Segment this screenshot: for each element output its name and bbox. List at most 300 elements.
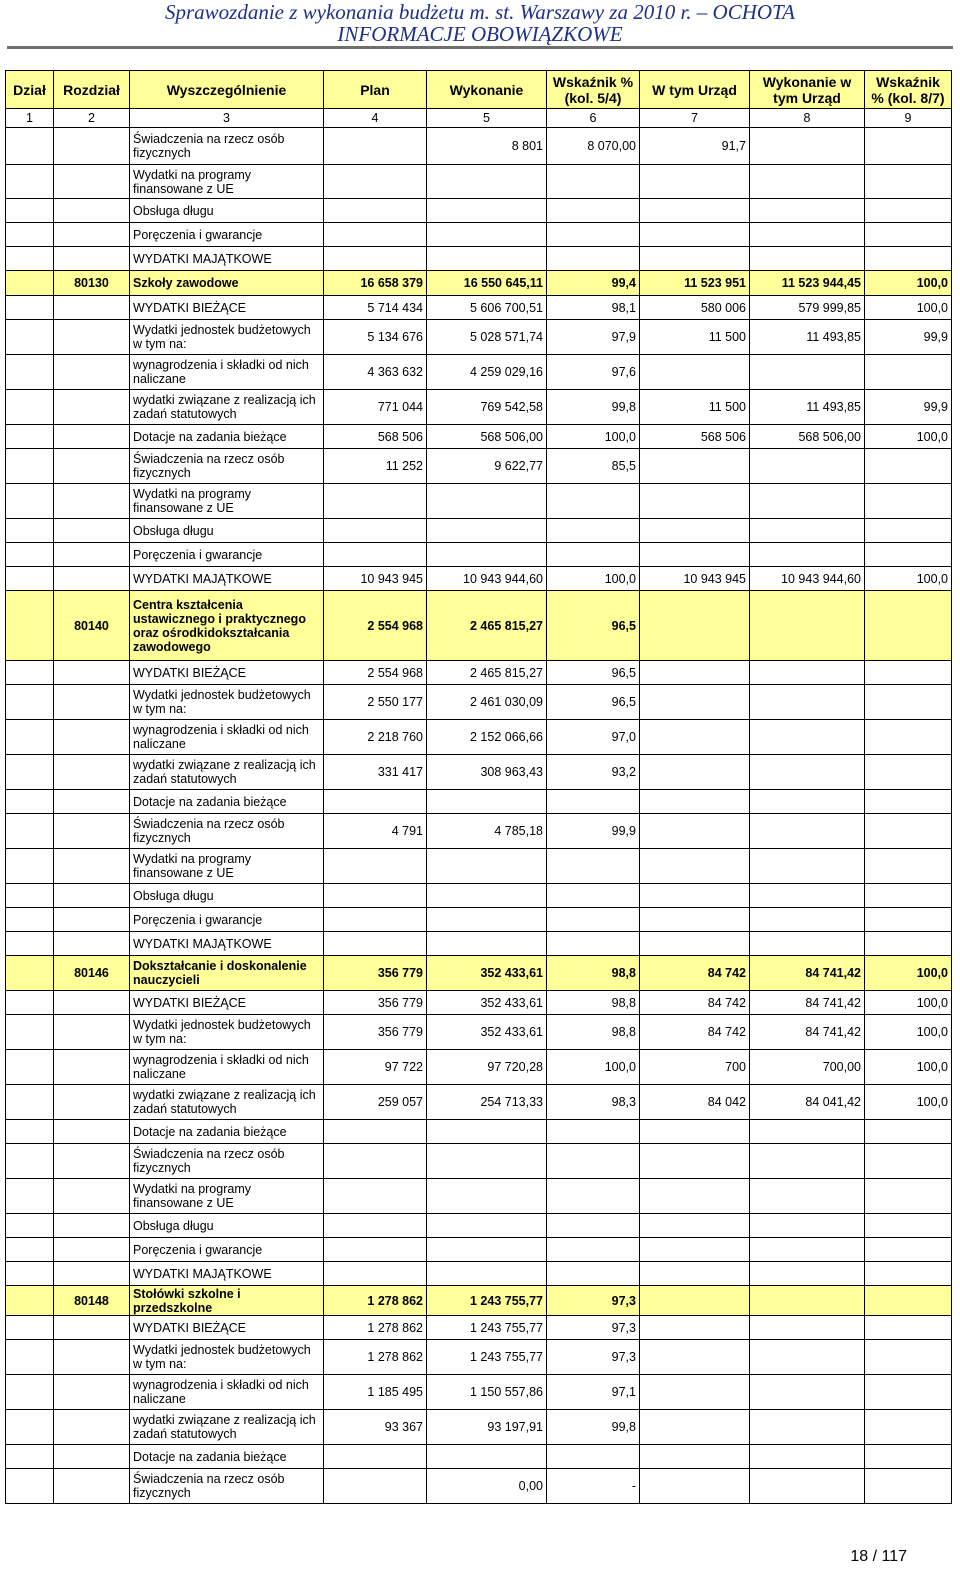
cell-plan: 16 658 379 [324, 271, 427, 296]
cell-w-tym-urzad [640, 720, 750, 755]
cell-wykonanie [427, 849, 547, 884]
cell-wskaznik: 97,3 [547, 1340, 640, 1375]
cell-plan: 331 417 [324, 755, 427, 790]
cell-rozdzial [54, 720, 130, 755]
cell-wskaznik-urzad: 100,0 [865, 1050, 952, 1085]
cell-wskaznik [547, 247, 640, 271]
cell-rozdzial [54, 543, 130, 567]
cell-wykonanie: 2 465 815,27 [427, 661, 547, 685]
cell-dzial [6, 165, 54, 199]
cell-wykonanie-urzad: 11 493,85 [750, 390, 865, 425]
cell-wskaznik: 99,8 [547, 1410, 640, 1445]
table-row [6, 755, 952, 790]
cell-wskaznik [547, 165, 640, 199]
cell-name: Dotacje na zadania bieżące [130, 790, 324, 814]
cell-dzial [6, 991, 54, 1015]
cell-name: Obsługa długu [130, 199, 324, 223]
table-row [6, 814, 952, 849]
cell-wskaznik: 99,4 [547, 271, 640, 296]
cell-plan [324, 165, 427, 199]
cell-name: wydatki związane z realizacją ich zadań statutowych [130, 1085, 324, 1120]
cell-wykonanie-urzad: 84 741,42 [750, 956, 865, 991]
cell-rozdzial [54, 519, 130, 543]
cell-wykonanie: 352 433,61 [427, 1015, 547, 1050]
page-header [0, 0, 960, 45]
cell-dzial [6, 296, 54, 320]
cell-wykonanie: 352 433,61 [427, 956, 547, 991]
cell-name: wynagrodzenia i składki od nich naliczane [130, 355, 324, 390]
cell-plan [324, 519, 427, 543]
cell-plan [324, 908, 427, 932]
cell-rozdzial [54, 991, 130, 1015]
table-row [6, 1238, 952, 1262]
cell-plan [324, 1262, 427, 1286]
cell-wykonanie-urzad [750, 1445, 865, 1469]
cell-wskaznik [547, 543, 640, 567]
cell-rozdzial: 80148 [54, 1286, 130, 1316]
cell-plan [324, 1144, 427, 1179]
cell-wskaznik [547, 1262, 640, 1286]
cell-dzial [6, 1445, 54, 1469]
cell-rozdzial [54, 1120, 130, 1144]
cell-wykonanie: 0,00 [427, 1469, 547, 1504]
cell-wskaznik-urzad [865, 165, 952, 199]
cell-name: WYDATKI MAJĄTKOWE [130, 932, 324, 956]
cell-plan [324, 849, 427, 884]
cell-plan: 10 943 945 [324, 567, 427, 591]
table-row [6, 661, 952, 685]
cell-wykonanie-urzad [750, 755, 865, 790]
cell-plan: 2 218 760 [324, 720, 427, 755]
cell-dzial [6, 790, 54, 814]
cell-wskaznik-urzad [865, 814, 952, 849]
cell-name: WYDATKI MAJĄTKOWE [130, 1262, 324, 1286]
table-row [6, 390, 952, 425]
cell-dzial [6, 685, 54, 720]
cell-dzial [6, 247, 54, 271]
cell-wskaznik-urzad [865, 1316, 952, 1340]
table-row [6, 1316, 952, 1340]
table-row [6, 543, 952, 567]
cell-wykonanie [427, 199, 547, 223]
cell-wykonanie-urzad [750, 932, 865, 956]
cell-wskaznik: 99,9 [547, 814, 640, 849]
cell-wskaznik-urzad [865, 720, 952, 755]
cell-wykonanie-urzad [750, 247, 865, 271]
cell-name: wydatki związane z realizacją ich zadań statutowych [130, 390, 324, 425]
cell-dzial [6, 1469, 54, 1504]
cell-wykonanie: 9 622,77 [427, 449, 547, 484]
cell-name: Wydatki jednostek budżetowych w tym na: [130, 1015, 324, 1050]
cell-wskaznik: 93,2 [547, 755, 640, 790]
cell-rozdzial [54, 1262, 130, 1286]
cell-w-tym-urzad [640, 165, 750, 199]
col-header-wskaznik-2: Wskaźnik % (kol. 8/7) [865, 71, 952, 109]
cell-wykonanie: 4 259 029,16 [427, 355, 547, 390]
cell-plan [324, 543, 427, 567]
cell-w-tym-urzad [640, 661, 750, 685]
cell-wskaznik: - [547, 1469, 640, 1504]
cell-wskaznik: 97,3 [547, 1316, 640, 1340]
cell-wskaznik-urzad [865, 1262, 952, 1286]
cell-rozdzial [54, 884, 130, 908]
cell-wskaznik-urzad [865, 247, 952, 271]
cell-wykonanie: 2 152 066,66 [427, 720, 547, 755]
cell-wskaznik [547, 884, 640, 908]
cell-wykonanie [427, 247, 547, 271]
cell-plan [324, 1238, 427, 1262]
cell-wskaznik-urzad [865, 484, 952, 519]
cell-wykonanie-urzad [750, 1179, 865, 1214]
cell-w-tym-urzad [640, 849, 750, 884]
cell-wskaznik: 96,5 [547, 685, 640, 720]
cell-wskaznik-urzad [865, 1179, 952, 1214]
cell-dzial [6, 720, 54, 755]
cell-wykonanie [427, 884, 547, 908]
cell-rozdzial [54, 685, 130, 720]
cell-rozdzial [54, 390, 130, 425]
table-row [6, 1340, 952, 1375]
cell-name: Wydatki jednostek budżetowych w tym na: [130, 685, 324, 720]
cell-plan: 4 791 [324, 814, 427, 849]
cell-wykonanie-urzad [750, 720, 865, 755]
cell-wskaznik-urzad [865, 755, 952, 790]
cell-wykonanie [427, 932, 547, 956]
cell-wskaznik: 100,0 [547, 1050, 640, 1085]
cell-wskaznik: 97,3 [547, 1286, 640, 1316]
cell-wykonanie [427, 1445, 547, 1469]
cell-wskaznik-urzad [865, 199, 952, 223]
cell-plan: 1 185 495 [324, 1375, 427, 1410]
cell-wykonanie [427, 484, 547, 519]
cell-wskaznik-urzad [865, 1238, 952, 1262]
report-subtitle: INFORMACJE OBOWIĄZKOWE [337, 22, 623, 46]
cell-dzial [6, 1410, 54, 1445]
cell-name: WYDATKI BIEŻĄCE [130, 1316, 324, 1340]
cell-wykonanie-urzad: 568 506,00 [750, 425, 865, 449]
cell-dzial [6, 814, 54, 849]
cell-wykonanie: 308 963,43 [427, 755, 547, 790]
cell-plan [324, 223, 427, 247]
cell-wskaznik [547, 1144, 640, 1179]
cell-rozdzial: 80140 [54, 591, 130, 661]
cell-rozdzial [54, 449, 130, 484]
cell-name: Poręczenia i gwarancje [130, 543, 324, 567]
cell-w-tym-urzad [640, 1262, 750, 1286]
cell-wykonanie-urzad [750, 165, 865, 199]
cell-rozdzial [54, 1214, 130, 1238]
cell-wskaznik-urzad: 100,0 [865, 1015, 952, 1050]
col-header-wykonanie-urzad: Wykonanie w tym Urząd [750, 71, 865, 109]
cell-rozdzial [54, 247, 130, 271]
table-row [6, 567, 952, 591]
cell-w-tym-urzad [640, 355, 750, 390]
cell-wykonanie: 254 713,33 [427, 1085, 547, 1120]
cell-wskaznik: 98,8 [547, 956, 640, 991]
table-row [6, 425, 952, 449]
cell-dzial [6, 355, 54, 390]
cell-wskaznik [547, 1179, 640, 1214]
cell-wskaznik-urzad [865, 1375, 952, 1410]
cell-w-tym-urzad [640, 790, 750, 814]
cell-wskaznik: 100,0 [547, 425, 640, 449]
cell-w-tym-urzad [640, 484, 750, 519]
cell-rozdzial [54, 1410, 130, 1445]
cell-wykonanie-urzad: 84 741,42 [750, 991, 865, 1015]
colnum-5: 5 [427, 109, 547, 128]
cell-w-tym-urzad [640, 1286, 750, 1316]
section-row [6, 956, 952, 991]
cell-rozdzial [54, 199, 130, 223]
cell-rozdzial [54, 484, 130, 519]
cell-wskaznik [547, 1214, 640, 1238]
cell-wykonanie [427, 165, 547, 199]
cell-name: WYDATKI BIEŻĄCE [130, 991, 324, 1015]
cell-wskaznik [547, 199, 640, 223]
cell-wykonanie-urzad [750, 1214, 865, 1238]
cell-wskaznik-urzad [865, 1410, 952, 1445]
cell-plan: 97 722 [324, 1050, 427, 1085]
cell-wykonanie [427, 790, 547, 814]
cell-rozdzial [54, 661, 130, 685]
cell-wykonanie: 5 028 571,74 [427, 320, 547, 355]
cell-dzial [6, 849, 54, 884]
cell-wskaznik [547, 1238, 640, 1262]
cell-plan: 356 779 [324, 1015, 427, 1050]
cell-wskaznik-urzad [865, 1120, 952, 1144]
cell-rozdzial: 80146 [54, 956, 130, 991]
cell-wskaznik-urzad [865, 1144, 952, 1179]
cell-w-tym-urzad [640, 884, 750, 908]
cell-wykonanie-urzad [750, 543, 865, 567]
cell-name: Poręczenia i gwarancje [130, 223, 324, 247]
table-row [6, 1375, 952, 1410]
cell-name: Dotacje na zadania bieżące [130, 1120, 324, 1144]
cell-name: Poręczenia i gwarancje [130, 1238, 324, 1262]
cell-wykonanie-urzad [750, 1340, 865, 1375]
cell-wykonanie: 93 197,91 [427, 1410, 547, 1445]
cell-name: wydatki związane z realizacją ich zadań statutowych [130, 1410, 324, 1445]
cell-w-tym-urzad [640, 1340, 750, 1375]
cell-dzial [6, 484, 54, 519]
table-row [6, 128, 952, 165]
cell-wskaznik-urzad [865, 1214, 952, 1238]
col-header-dzial: Dział [6, 71, 54, 109]
cell-dzial [6, 390, 54, 425]
cell-dzial [6, 128, 54, 165]
cell-wskaznik-urzad: 100,0 [865, 991, 952, 1015]
cell-wykonanie-urzad: 84 741,42 [750, 1015, 865, 1050]
cell-wskaznik [547, 1445, 640, 1469]
cell-wykonanie: 2 461 030,09 [427, 685, 547, 720]
cell-w-tym-urzad: 91,7 [640, 128, 750, 165]
cell-wskaznik-urzad [865, 591, 952, 661]
cell-plan [324, 128, 427, 165]
cell-name: Centra kształcenia ustawicznego i praktycznego oraz ośrodkidokształcania zawodowego [130, 591, 324, 661]
cell-plan: 1 278 862 [324, 1286, 427, 1316]
table-row [6, 720, 952, 755]
cell-dzial [6, 908, 54, 932]
cell-name: Obsługa długu [130, 884, 324, 908]
table-row [6, 1179, 952, 1214]
cell-wskaznik-urzad: 99,9 [865, 320, 952, 355]
cell-name: WYDATKI BIEŻĄCE [130, 296, 324, 320]
cell-name: WYDATKI BIEŻĄCE [130, 661, 324, 685]
colnum-6: 6 [547, 109, 640, 128]
cell-wskaznik-urzad: 100,0 [865, 296, 952, 320]
cell-w-tym-urzad: 700 [640, 1050, 750, 1085]
cell-wskaznik [547, 223, 640, 247]
cell-wskaznik: 98,3 [547, 1085, 640, 1120]
cell-wskaznik: 8 070,00 [547, 128, 640, 165]
cell-wykonanie: 1 243 755,77 [427, 1340, 547, 1375]
cell-dzial [6, 320, 54, 355]
cell-wskaznik [547, 484, 640, 519]
cell-wykonanie: 8 801 [427, 128, 547, 165]
cell-w-tym-urzad [640, 1316, 750, 1340]
cell-wskaznik-urzad [865, 223, 952, 247]
cell-name: Wydatki na programy finansowane z UE [130, 484, 324, 519]
cell-rozdzial [54, 1316, 130, 1340]
cell-dzial [6, 1015, 54, 1050]
cell-dzial [6, 271, 54, 296]
cell-name: Dokształcanie i doskonalenie nauczycieli [130, 956, 324, 991]
table-row [6, 199, 952, 223]
cell-wykonanie: 769 542,58 [427, 390, 547, 425]
cell-wskaznik: 97,0 [547, 720, 640, 755]
cell-wykonanie: 4 785,18 [427, 814, 547, 849]
table-row [6, 1050, 952, 1085]
cell-rozdzial [54, 1015, 130, 1050]
cell-wykonanie-urzad: 10 943 944,60 [750, 567, 865, 591]
cell-rozdzial [54, 908, 130, 932]
cell-plan: 356 779 [324, 956, 427, 991]
cell-plan: 356 779 [324, 991, 427, 1015]
table-row [6, 884, 952, 908]
cell-plan [324, 1179, 427, 1214]
cell-w-tym-urzad [640, 685, 750, 720]
cell-rozdzial [54, 1340, 130, 1375]
cell-name: Świadczenia na rzecz osób fizycznych [130, 814, 324, 849]
cell-wykonanie-urzad [750, 591, 865, 661]
cell-rozdzial: 80130 [54, 271, 130, 296]
cell-dzial [6, 1238, 54, 1262]
cell-plan [324, 884, 427, 908]
col-header-rozdzial: Rozdział [54, 71, 130, 109]
cell-wskaznik-urzad: 100,0 [865, 425, 952, 449]
colnum-2: 2 [54, 109, 130, 128]
cell-plan: 11 252 [324, 449, 427, 484]
cell-dzial [6, 1214, 54, 1238]
cell-name: Wydatki jednostek budżetowych w tym na: [130, 320, 324, 355]
cell-wskaznik [547, 908, 640, 932]
cell-wskaznik-urzad: 100,0 [865, 567, 952, 591]
cell-wykonanie-urzad [750, 908, 865, 932]
table-row [6, 1262, 952, 1286]
cell-name: Wydatki na programy finansowane z UE [130, 849, 324, 884]
cell-wykonanie: 1 243 755,77 [427, 1316, 547, 1340]
cell-rozdzial [54, 567, 130, 591]
cell-wykonanie-urzad [750, 1238, 865, 1262]
cell-name: Wydatki jednostek budżetowych w tym na: [130, 1340, 324, 1375]
cell-wykonanie-urzad [750, 1144, 865, 1179]
cell-plan: 2 554 968 [324, 591, 427, 661]
cell-wskaznik: 96,5 [547, 591, 640, 661]
cell-rozdzial [54, 1238, 130, 1262]
cell-wskaznik: 97,9 [547, 320, 640, 355]
table-row [6, 1120, 952, 1144]
report-title: Sprawozdanie z wykonania budżetu m. st. Warszawy za 2010 r. – OCHOTA [164, 0, 796, 24]
cell-plan: 771 044 [324, 390, 427, 425]
cell-w-tym-urzad: 11 523 951 [640, 271, 750, 296]
cell-plan: 568 506 [324, 425, 427, 449]
table-row [6, 1144, 952, 1179]
cell-w-tym-urzad [640, 543, 750, 567]
cell-name: Dotacje na zadania bieżące [130, 425, 324, 449]
table-row [6, 223, 952, 247]
cell-w-tym-urzad: 580 006 [640, 296, 750, 320]
cell-wskaznik-urzad: 100,0 [865, 271, 952, 296]
cell-wykonanie: 97 720,28 [427, 1050, 547, 1085]
table-row [6, 1214, 952, 1238]
colnum-4: 4 [324, 109, 427, 128]
cell-dzial [6, 223, 54, 247]
cell-dzial [6, 199, 54, 223]
cell-wskaznik: 98,8 [547, 1015, 640, 1050]
cell-wskaznik: 85,5 [547, 449, 640, 484]
cell-w-tym-urzad: 84 742 [640, 991, 750, 1015]
cell-wykonanie-urzad [750, 355, 865, 390]
cell-wskaznik-urzad [865, 661, 952, 685]
cell-w-tym-urzad [640, 449, 750, 484]
colnum-7: 7 [640, 109, 750, 128]
cell-dzial [6, 1262, 54, 1286]
page-number: 18 / 117 [850, 1548, 907, 1565]
cell-rozdzial [54, 755, 130, 790]
cell-wykonanie-urzad [750, 1469, 865, 1504]
cell-w-tym-urzad: 84 742 [640, 956, 750, 991]
cell-plan [324, 199, 427, 223]
cell-dzial [6, 449, 54, 484]
cell-name: Świadczenia na rzecz osób fizycznych [130, 1144, 324, 1179]
cell-w-tym-urzad [640, 247, 750, 271]
cell-plan: 259 057 [324, 1085, 427, 1120]
cell-dzial [6, 1375, 54, 1410]
cell-wskaznik-urzad [865, 849, 952, 884]
cell-w-tym-urzad: 84 742 [640, 1015, 750, 1050]
cell-wskaznik: 99,8 [547, 390, 640, 425]
cell-wykonanie-urzad [750, 1410, 865, 1445]
cell-w-tym-urzad [640, 755, 750, 790]
cell-dzial [6, 567, 54, 591]
cell-dzial [6, 1085, 54, 1120]
cell-rozdzial [54, 320, 130, 355]
col-header-wskaznik-1: Wskaźnik % (kol. 5/4) [547, 71, 640, 109]
cell-name: wynagrodzenia i składki od nich naliczane [130, 1375, 324, 1410]
table-row [6, 790, 952, 814]
cell-name: WYDATKI MAJĄTKOWE [130, 567, 324, 591]
cell-wykonanie-urzad: 11 493,85 [750, 320, 865, 355]
cell-wykonanie: 352 433,61 [427, 991, 547, 1015]
cell-rozdzial [54, 223, 130, 247]
cell-dzial [6, 755, 54, 790]
header-divider [7, 46, 953, 49]
cell-dzial [6, 884, 54, 908]
cell-wskaznik-urzad [865, 1340, 952, 1375]
cell-w-tym-urzad [640, 223, 750, 247]
table-row [6, 991, 952, 1015]
cell-wykonanie: 5 606 700,51 [427, 296, 547, 320]
